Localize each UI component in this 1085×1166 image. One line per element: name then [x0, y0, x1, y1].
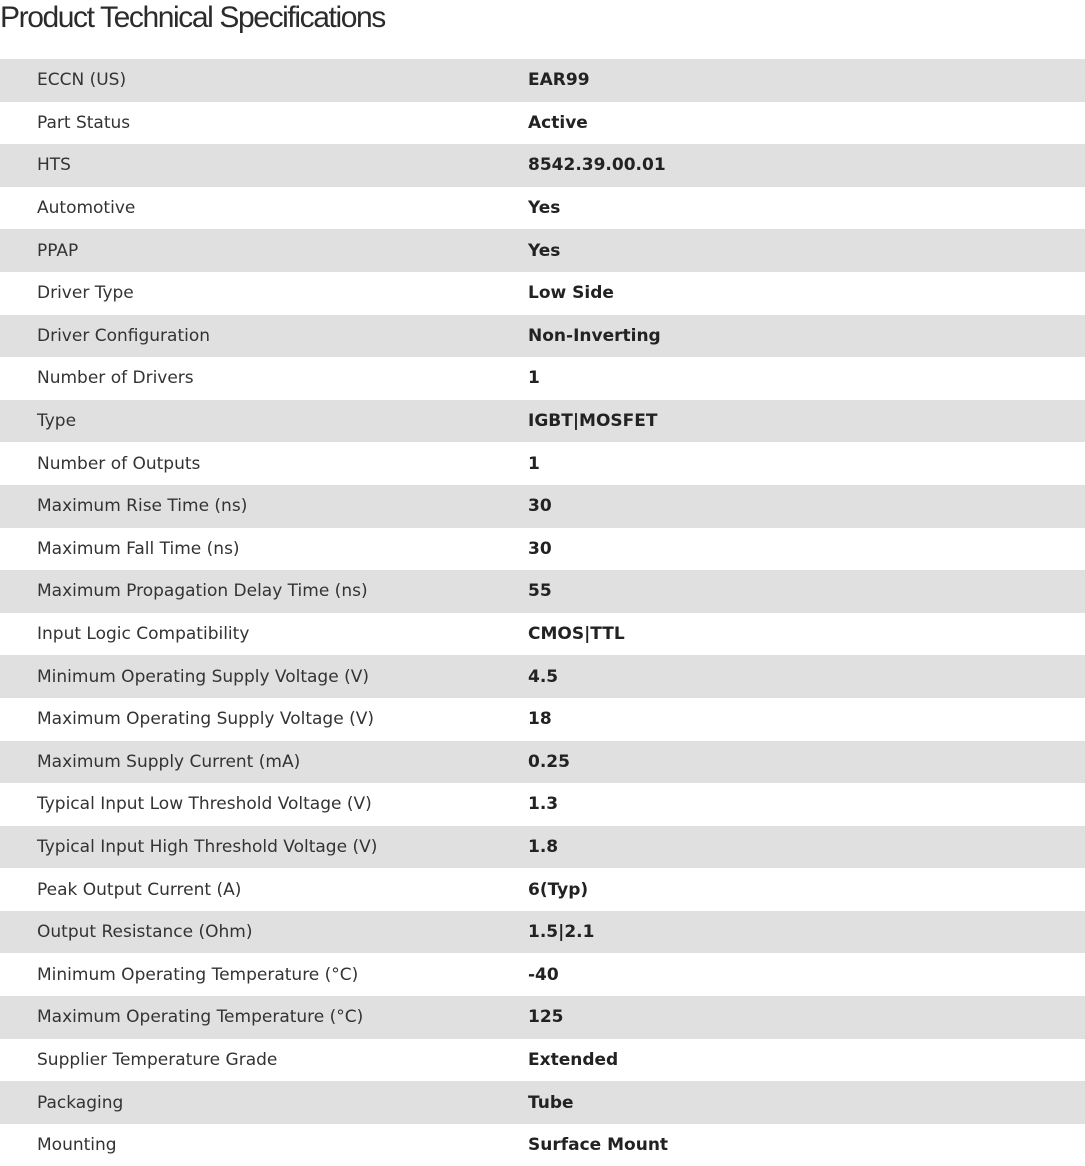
spec-label: Minimum Operating Supply Voltage (V) — [37, 666, 369, 687]
spec-label: Driver Configuration — [37, 325, 211, 346]
spec-value: -40 — [528, 964, 559, 985]
spec-label: Type — [37, 411, 77, 432]
spec-row — [0, 698, 1085, 741]
spec-value: 125 — [528, 1007, 564, 1028]
spec-label: Typical Input High Threshold Voltage (V) — [37, 836, 378, 857]
spec-label: Maximum Operating Supply Voltage (V) — [37, 709, 374, 730]
spec-label: Driver Type — [37, 283, 134, 304]
spec-row — [0, 783, 1085, 826]
spec-row — [0, 144, 1085, 187]
spec-label: ECCN (US) — [37, 70, 127, 91]
spec-label: Number of Outputs — [37, 453, 201, 474]
spec-row — [0, 1039, 1085, 1082]
spec-value: CMOS|TTL — [528, 624, 625, 645]
spec-value: 1 — [528, 453, 540, 474]
spec-row — [0, 187, 1085, 230]
spec-table — [0, 59, 1085, 1166]
spec-value: IGBT|MOSFET — [528, 411, 658, 432]
spec-label: Minimum Operating Temperature (°C) — [37, 964, 359, 985]
spec-value: 18 — [528, 709, 552, 730]
spec-row — [0, 826, 1085, 869]
spec-row — [0, 400, 1085, 443]
spec-value: 30 — [528, 538, 552, 559]
spec-row — [0, 442, 1085, 485]
spec-row — [0, 741, 1085, 784]
spec-label: PPAP — [37, 240, 79, 261]
spec-row — [0, 315, 1085, 358]
spec-value: 6(Typ) — [528, 879, 589, 900]
spec-value: Extended — [528, 1049, 619, 1070]
spec-row — [0, 528, 1085, 571]
spec-value: 0.25 — [528, 751, 570, 772]
spec-value: Active — [528, 112, 588, 133]
spec-row — [0, 613, 1085, 656]
spec-label: Maximum Rise Time (ns) — [37, 496, 248, 517]
spec-value: EAR99 — [528, 70, 590, 91]
spec-label: Packaging — [37, 1092, 124, 1113]
spec-row — [0, 1124, 1085, 1166]
spec-row — [0, 357, 1085, 400]
spec-label: Number of Drivers — [37, 368, 194, 389]
spec-label: HTS — [37, 155, 71, 176]
spec-label: Maximum Propagation Delay Time (ns) — [37, 581, 368, 602]
spec-value: 55 — [528, 581, 552, 602]
spec-row — [0, 102, 1085, 145]
spec-row — [0, 485, 1085, 528]
spec-row — [0, 229, 1085, 272]
spec-value: Non-Inverting — [528, 325, 661, 346]
spec-value: 1.3 — [528, 794, 559, 815]
spec-label: Output Resistance (Ohm) — [37, 922, 253, 943]
spec-value: Yes — [528, 240, 561, 261]
spec-row — [0, 996, 1085, 1039]
spec-row — [0, 59, 1085, 102]
page-title: Product Technical Specifications — [0, 1, 385, 34]
spec-value: 1 — [528, 368, 540, 389]
spec-row — [0, 1081, 1085, 1124]
spec-value: 30 — [528, 496, 552, 517]
spec-value: 4.5 — [528, 666, 559, 687]
spec-row — [0, 911, 1085, 954]
spec-label: Maximum Fall Time (ns) — [37, 538, 240, 559]
spec-row — [0, 868, 1085, 911]
spec-label: Typical Input Low Threshold Voltage (V) — [37, 794, 372, 815]
spec-label: Maximum Supply Current (mA) — [37, 751, 301, 772]
spec-row — [0, 953, 1085, 996]
spec-value: Tube — [528, 1092, 574, 1113]
spec-label: Maximum Operating Temperature (°C) — [37, 1007, 364, 1028]
spec-label: Automotive — [37, 198, 136, 219]
spec-value: 1.8 — [528, 836, 559, 857]
spec-row — [0, 655, 1085, 698]
spec-value: Low Side — [528, 283, 614, 304]
spec-value: Yes — [528, 198, 561, 219]
spec-label: Part Status — [37, 112, 131, 133]
spec-value: 1.5|2.1 — [528, 922, 595, 943]
spec-row — [0, 272, 1085, 315]
spec-value: 8542.39.00.01 — [528, 155, 666, 176]
spec-label: Input Logic Compatibility — [37, 624, 250, 645]
spec-label: Mounting — [37, 1135, 117, 1156]
spec-label: Peak Output Current (A) — [37, 879, 242, 900]
spec-label: Supplier Temperature Grade — [37, 1049, 278, 1070]
spec-value: Surface Mount — [528, 1135, 669, 1156]
spec-row — [0, 570, 1085, 613]
